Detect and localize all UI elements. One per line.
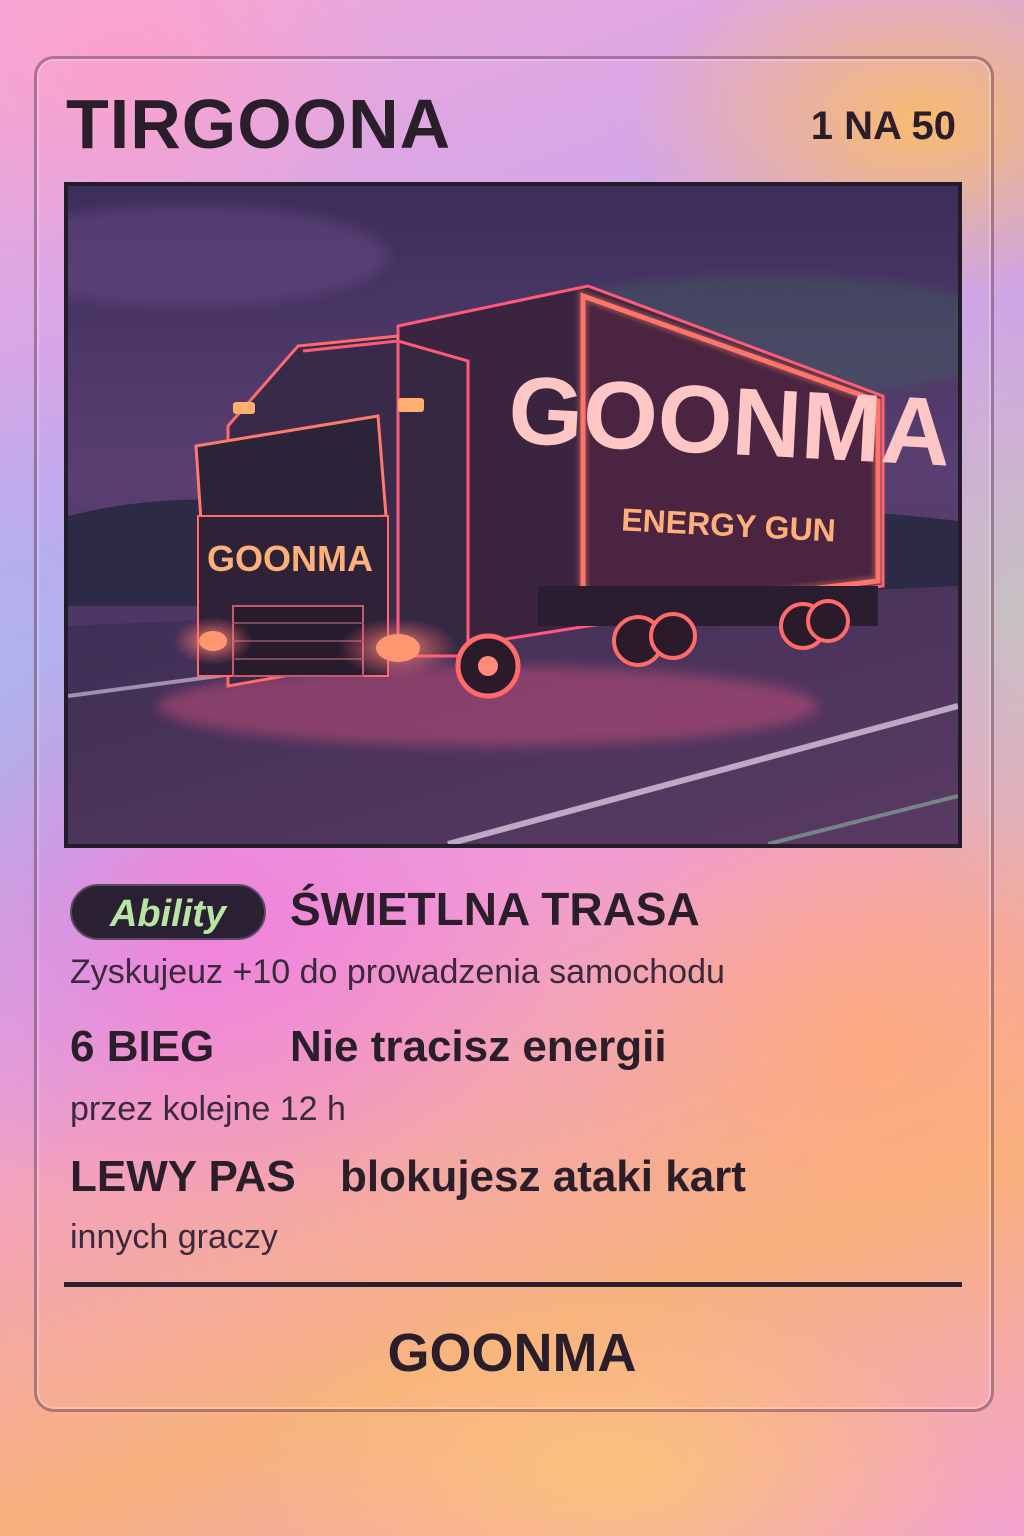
card-artwork: [64, 182, 962, 848]
move-1-description: przez kolejne 12 h: [70, 1090, 346, 1128]
neon-truck-illustration: [68, 186, 958, 844]
ability-name: ŚWIETLNA TRASA: [290, 883, 700, 935]
ability-badge: Ability: [70, 884, 266, 940]
rarity-label: 1 NA 50: [810, 104, 956, 148]
move-1-effect: Nie tracisz energii: [290, 1022, 667, 1071]
card-title: TIRGOONA: [66, 85, 452, 163]
trailer-slogan-text: ENERGY GUN: [620, 501, 837, 549]
footer-divider: [64, 1282, 962, 1287]
trailer-brand-text: GOONMA: [505, 356, 954, 487]
footer-brand: GOONMA: [387, 1323, 637, 1383]
move-2-effect: blokujesz ataki kart: [340, 1152, 746, 1201]
ability-description: Zyskujeuz +10 do prowadzenia samochodu: [70, 953, 725, 991]
move-1-name: 6 BIEG: [70, 1022, 215, 1071]
move-2-name: LEWY PAS: [70, 1152, 296, 1201]
move-2-description: innych graczy: [70, 1218, 278, 1256]
cab-brand-text: GOONMA: [207, 538, 373, 579]
